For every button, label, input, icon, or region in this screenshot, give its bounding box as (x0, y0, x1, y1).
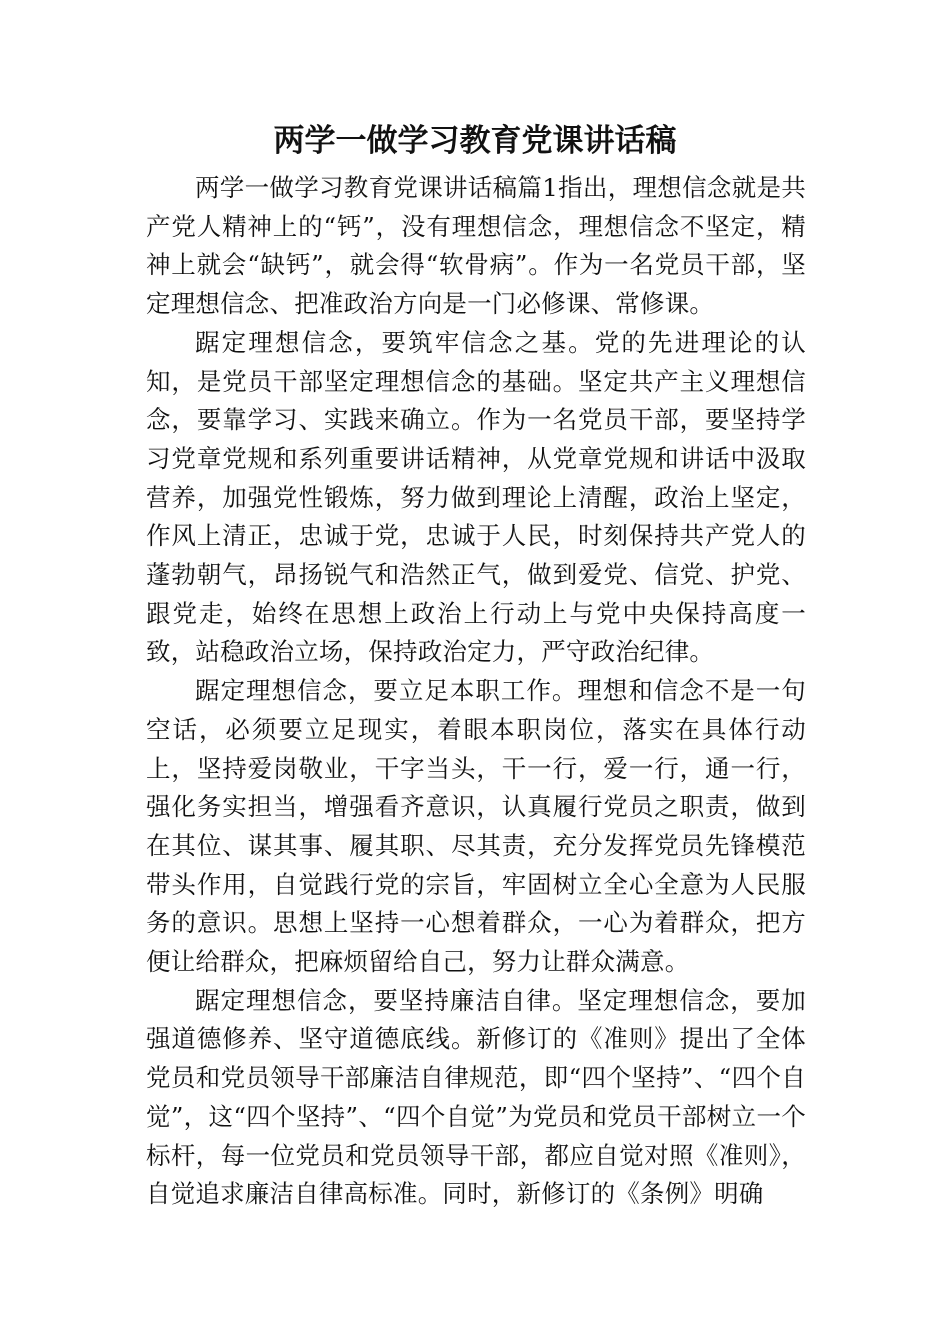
paragraph-3: 踞定理想信念，要立足本职工作。理想和信念不是一句空话，必须要立足现实，着眼本职岗位，落实在具体行动上，坚持爱岗敬业，干字当头，干一行，爱一行，通一行，强化务实担当，增强看齐意识，认真履行党员之职责，做到在其位、谋其事、履其职、尽其责，充分发挥党员先锋模范带头作用，自觉践行党的宗旨，牢固树立全心全意为人民服务的意识。思想上坚持一心想着群众，一心为着群众，把方便让给群众，把麻烦留给自己，努力让群众满意。 (146, 676, 806, 977)
paragraph-4: 踞定理想信念，要坚持廉洁自律。坚定理想信念，要加强道德修养、坚守道德底线。新修订的《准则》提出了全体党员和党员领导干部廉洁自律规范，即“四个坚持”、“四个自觉”，这“四个坚持”、“四个自觉”为党员和党员干部树立一个标杆，每一位党员和党员领导干部，都应自觉对照《准则》，自觉追求廉洁自律高标准。同时，新修订的《条例》明确 (146, 985, 806, 1209)
paragraph-2: 踞定理想信念，要筑牢信念之基。党的先进理论的认知，是党员干部坚定理想信念的基础。坚定共产主义理想信念，要靠学习、实践来确立。作为一名党员干部，要坚持学习党章党规和系列重要讲话精神，从党章党规和讲话中汲取营养，加强党性锻炼，努力做到理论上清醒，政治上坚定，作风上清正，忠诚于党，忠诚于人民，时刻保持共产党人的蓬勃朝气，昂扬锐气和浩然正气，做到爱党、信党、护党、跟党走，始终在思想上政治上行动上与党中央保持高度一致，站稳政治立场，保持政治定力，严守政治纪律。 (146, 327, 806, 667)
paragraph-1: 两学一做学习教育党课讲话稿篇1指出，理想信念就是共产党人精神上的“钙”，没有理想信念，理想信念不坚定，精神上就会“缺钙”，就会得“软骨病”。作为一名党员干部，坚定理想信念、把准政治方向是一门必修课、常修课。 (146, 173, 806, 319)
page-title: 两学一做学习教育党课讲话稿 (273, 123, 677, 159)
document-body (146, 169, 806, 1214)
